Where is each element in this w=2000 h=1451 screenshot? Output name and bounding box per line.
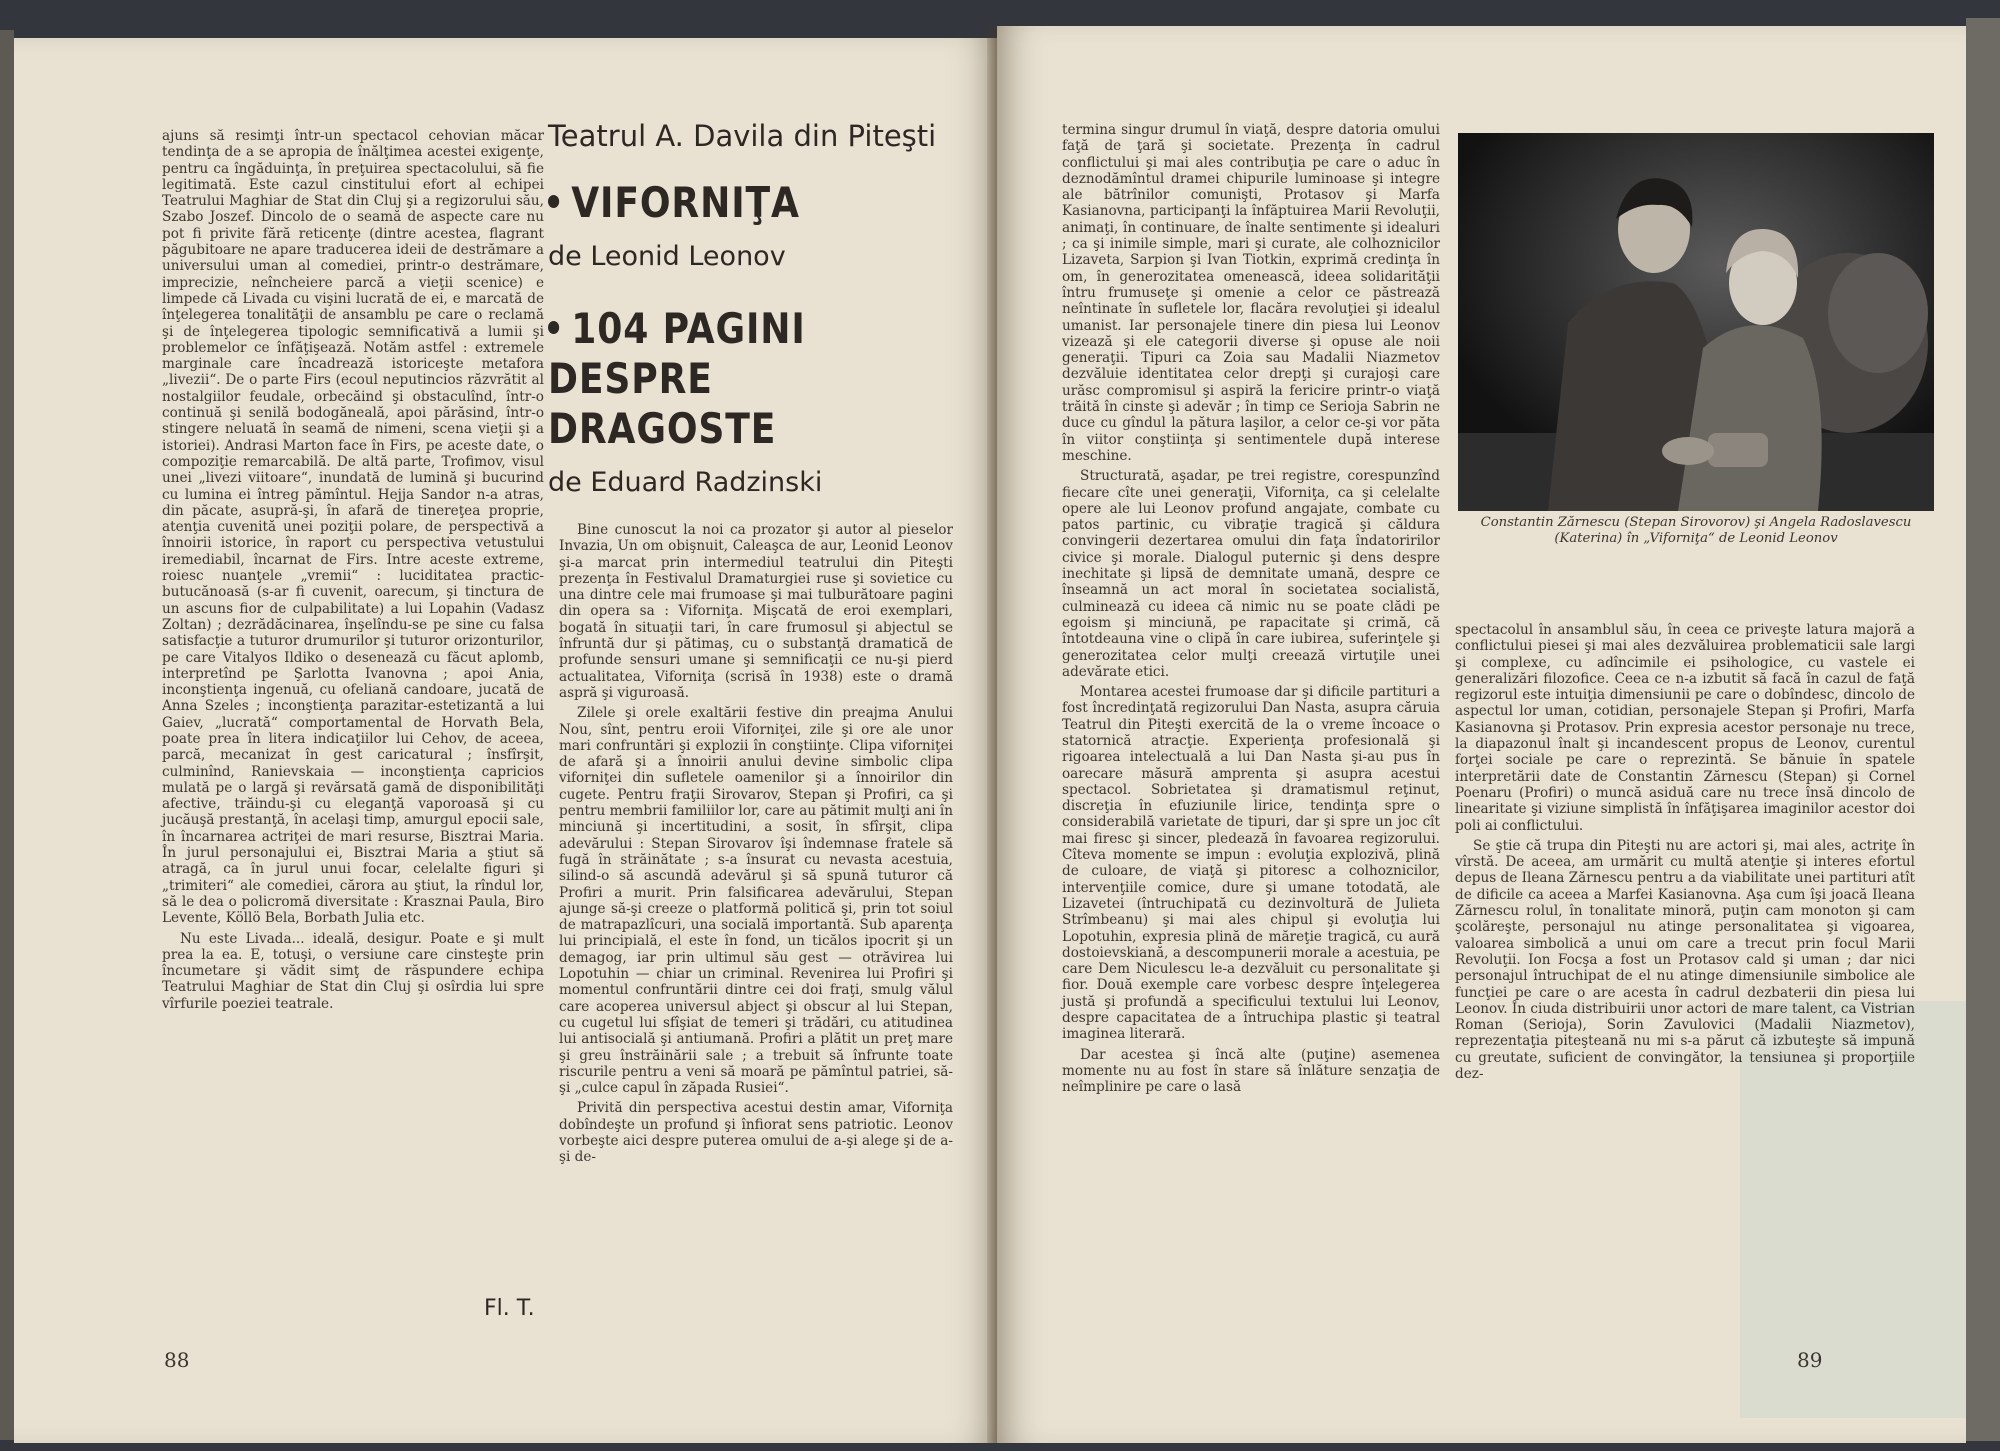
paragraph: Montarea acestei frumoase dar şi dificile partituri a fost încredinţată regizorului Dan Nasta, asupra căruia Teatrul din Piteşti exercită de la o vreme încoace o statornică atracţie. Experienţa profesională şi rigoarea intelectuală a lui Dan Nasta şi-au pus în oarecare măsură amprenta şi asupra acestui spectacol. Sobrietatea şi dramatismul reţinut, discreţia în efuziunile lirice, tendinţa spre o considerabilă varietate de tipuri, dar şi spre un joc cît mai firesc şi sincer, pledează în favoarea regizorului. Cîteva momente se impun : evoluţia explozivă, plină de culoare, de viaţă şi pitoresc a colhoznicilor, intervenţiile comice, dure şi umane totodată, ale Lizavetei (întruchipată cu dezinvoltură de Julieta Strîmbeanu) şi mai ales chipul şi evoluţia lui Lopotuhin, expresia plină de măreţie tragică, cu aură dostoievskiană, a descompunerii morale a acestuia, pe care Dem Niculescu le-a dezvăluit cu personalitate şi fior. Două exemple care vorbesc despre înţelegerea justă şi profundă a specificului textului lui Leonov, despre capacitatea de a întruchipa plastic şi teatral imaginea literară. <box>1062 684 1440 1043</box>
theatre-name: Teatrul A. Davila din Piteşti <box>548 119 937 153</box>
cover-edge-left <box>0 30 14 1440</box>
paragraph: Bine cunoscut la noi ca prozator şi autor al pieselor Invazia, Un om obişnuit, Caleaşca de aur, Leonid Leonov şi-a marcat prin intermediul teatrului din Piteşti prezenţa în Festivalul Dramaturgiei ruse şi sovietice cu una dintre cele mai frumoase şi mai tulburătoare pagini din opera sa : Viforniţa. Mişcată de eroi exemplari, bogată în situaţii tari, în care frumosul şi abjectul se înfruntă dur şi pătimaş, cu o substanţă dramatică de profunde sensuri umane şi semnificaţii ce nu-şi pierd actualitatea, Viforniţa (scrisă în 1938) este o dramă aspră şi viguroasă. <box>559 522 953 701</box>
right-column-2 <box>1455 622 1915 1086</box>
paragraph: Structurată, aşadar, pe trei registre, corespunzînd fiecare cîte unei generaţii, Viforniţa, ca şi celelalte opere ale lui Leonov profund angajate, combate cu patos partinic, cu vibraţie tragică şi căldura convingerii dezertarea omului din faţa îndatoririlor civice şi morale. Dialogul puternic şi dens despre inechitate şi lipsă de demnitate umană, despre ce înseamnă un act moral în societatea socialistă, culminează cu ideea că nimic nu se poate clădi pe egoism şi minciună, pe rapacitate şi crimă, că întotdeauna vine o clipă în care iubirea, suferinţele şi generozitatea celor mulţi creează virtuţile unei adevărate etici. <box>1062 468 1440 680</box>
right-column-1 <box>1062 122 1440 1100</box>
paragraph: ajuns să resimţi într-un spectacol cehovian măcar tendinţa de a se apropia de înălţimea acestei exigenţe, pentru ca îngăduinţa, în preţuirea spectacolului, să fie legitimată. Este cazul cinstitului efort al echipei Teatrului Maghiar de Stat din Cluj şi a regizorului său, Szabo Joszef. Dincolo de o seamă de aspecte care nu pot fi privite fără reticenţe (dintre acestea, flagrant păgubitoare ne apare traducerea ideii de destrămare a universului uman al comediei, printr-o destrămare, imprecizie, neîncheiere parcă a vieţii scenice) e limpede că Livada cu vişini lucrată de ei, e marcată de înţelegerea tonalităţii de ansamblu pe care o reclamă şi de înţelegerea tipologic semnificativă a lumii şi problemelor ce înfăţişează. Notăm astfel : extremele marginale care încadrează istoriceşte metafora „livezii“. De o parte Firs (ecoul neputincios răzvrătit al nostalgiilor feudale, orbecăind şi obstaculînd, într-o continuă şi senilă bodogăneală, apoi părăsind, într-o stingere neluată în seamă de nimeni, scena vieţii şi a istoriei). Andrasi Marton face în Firs, pe aceste date, o compoziţie remarcabilă. De altă parte, Trofimov, visul unei „livezi viitoare“, inundată de lumină şi bucurind cu lumina ei întreg pămîntul. Hejja Sandor n-a atras, din păcate, asupră-şi, în afară de tinereţea proprie, atenţia cuvenită unei poziţii polare, de perspectivă a înnoirii istorice, în raport cu perspectiva vetustului iremediabil, încarnat de Firs. Intre aceste extreme, roiesc nuanţele „vremii“ : luciditatea practic-butucănoasă (s-ar fi cuvenit, oarecum, şi tinctura de un ascuns fior de culpabilitate) a lui Lopahin (Vadasz Zoltan) ; dezrădăcinarea, înşelîndu-se pe sine cu falsa satisfacţie a tuturor drumurilor şi tuturor orizonturilor, pe care Vitalyos Ildiko o desenează cu făcut aplomb, interpretînd pe Şarlotta Ivanovna ; apoi Ania, inconştienţa ingenuă, cu ofeliană candoare, jucată de Anna Szeles ; inconştienţa parazitar-estetizantă a lui Gaiev, „lucrată“ comportamental de Horvath Bela, poate prea în litera indicaţiilor lui Cehov, de aceea, parcă, mecanizat în gest caricatural ; însfîrşit, culminînd, Ranievskaia — inconştienţa capricios mulată pe o largă şi revărsată gamă de disponibilităţi afective, trăindu-şi cu eleganţă vaporoasă şi cu jucăuşă prestanţă, în acelaşi timp, amurgul epocii sale, în încarnarea actriţei de mari resurse, Bisztrai Maria. În jurul personajului ei, Bisztrai Maria a ştiut să atragă, ca în jurul unui focar, celelalte figuri şi „trimiteri“ ale comediei, cărora au ştiut, la rîndul lor, să le dea o policromă diversitate : Krasznai Paula, Biro Levente, Köllö Bela, Borbath Julia etc. <box>162 128 544 927</box>
right-page <box>997 26 1966 1443</box>
paragraph: Zilele şi orele exaltării festive din preajma Anului Nou, sînt, pentru eroii Viforniţei, zile şi ore ale unor mari confruntări şi explozii în conştiinţe. Clipa viforniţei de afară şi a înnoirii anului devine simbolic clipa viforniţei din sufletele oamenilor şi a înnoirilor din cugete. Pentru fraţii Sirovarov, Stepan şi Profiri, ca şi pentru membrii familiilor lor, care au pătimit mulţi ani în minciună şi incertitudini, a sosit, în sfîrşit, clipa adevărului : Stepan Sirovarov îşi îndemnase fratele să fugă în străinătate ; s-a însurat cu nevasta acestuia, silind-o să ascundă adevărul şi să spună tuturor că Profiri a murit. Prin falsificarea adevărului, Stepan ajunge să-şi creeze o platformă politică şi, prin tot soiul de matrapazlîcuri, una socială importantă. Sub aparenţa lui principială, el este în fond, un ticălos ipocrit şi un demagog, iar prin ultimul său gest — otrăvirea lui Lopotuhin — chiar un criminal. Revenirea lui Profiri şi momentul confruntării dintre cei doi fraţi, smulg vălul care acoperea universul abject şi obscur al lui Stepan, cu cugetul lui sfîşiat de temeri şi trădări, cu atitudinea lui antisocială şi antiumană. Profiri a plătit un preţ mare şi greu înstrăinării sale ; a trebuit să înfrunte toate riscurile pentru a veni să moară pe pămîntul patriei, să-şi „culce capul în zăpada Rusiei“. <box>559 705 953 1097</box>
paragraph: Dar acestea şi încă alte (puţine) asemenea momente nu au fost în stare să înlăture senzaţia de neîmplinire pe care o lasă <box>1062 1046 1440 1096</box>
play-title-2: 104 PAGINI DESPRE DRAGOSTE <box>548 304 806 453</box>
paragraph: termina singur drumul în viaţă, despre datoria omului faţă de ţară şi societate. Prezenţa în cadrul conflictului şi mai ales contribuţia pe care o aduc în deznodămîntul dramei chipurile luminoase şi integre ale bătrînilor comunişti, Protasov şi Marfa Kasianovna, participanţi la înfăptuirea Marii Revoluţii, animaţi, în continuare, de înalte sentimente şi idealuri ; ca şi inimile simple, mari şi curate, ale colhoznicilor Lizaveta, Sarpion şi Ivan Tiotkin, exprimă credinţa în om, în generozitatea omenească, ideea solidarităţii întru frumuseţe şi omenie a celor ce păstrează neîntinate în sufletele lor, flacăra revoluţiei şi idealul umanist. Iar personajele tinere din piesa lui Leonov vizează şi ele categorii diverse şi opuse ale noii generaţii. Tipuri ca Zoia sau Madalii Niazmetov dezvăluie identitatea celor drepţi şi curajoşi care urăsc compromisul şi aspiră la fericire printr-o viaţă trăită în cinste şi adevăr ; în timp ce Serioja Sabrin ne duce cu gîndul la pătura laşilor, a celor ce-şi vor păta în viitor conştiinţa şi sentimentele după interese meschine. <box>1062 122 1440 464</box>
left-column-2 <box>559 522 953 1170</box>
left-column-1 <box>162 128 544 1016</box>
play-title-1: VIFORNIŢA <box>548 178 901 228</box>
cover-edge-right <box>1966 18 2000 1441</box>
photo-image <box>1458 133 1934 511</box>
paragraph: spectacolul în ansamblul său, în ceea ce priveşte latura majoră a conflictului piesei şi mai ales dezvăluirea problematicii sale largi şi complexe, cu adîncimile ei psihologice, cu vastele ei generalizări filozofice. Ceea ce n-a izbutit să facă în cazul de faţă regizorul este intuiţia dimensiunii pe care o dobîndesc, dincolo de aspectul lor uman, cotidian, personajele Stepan şi Profiri, Marfa Kasianovna şi Protasov. Prin expresia acestor personaje nu trece, la diapazonul înalt şi incandescent propus de Leonov, curentul forţei sociale pe care o reprezintă. Se bănuie în spatele interpretării date de Constantin Zărnescu (Stepan) şi Cornel Poenaru (Profiri) o muncă asiduă care nu trece însă dincolo de linearitate şi viziune simplistă în înfăţişarea imaginilor acestor doi poli ai conflictului. <box>1455 622 1915 834</box>
paragraph: Se ştie că trupa din Piteşti nu are actori şi, mai ales, actriţe în vîrstă. De aceea, am urmărit cu multă atenţie şi interes efortul depus de Ileana Zărnescu pentru a da viabilitate unei partituri atît de dificile ca aceea a Marfei Kasianovna. Aşa cum îşi joacă Ileana Zărnescu rolul, în tonalitate minoră, puţin cam monoton şi cam şcolăreşte, personajul nu atinge personalitatea şi vigoarea, valoarea simbolică a unui om care a trecut prin focul Marii Revoluţii. Ion Focşa a fost un Protasov cald şi uman ; dar nici personajul întruchipat de el nu atinge dimensiunile simbolice ale funcţiei pe care o are acesta în cadrul dezbaterii din piesa lui Leonov. În ciuda distribuirii unor actori de mare talent, ca Vistrian Roman (Serioja), Sorin Zavulovici (Madalii Niazmetov), reprezentaţia piteşteană nu mi s-a părut că izbuteşte să impună cu greutate, suficient de convingător, la tensiunea şi proporţiile dez- <box>1455 837 1915 1083</box>
paragraph: Privită din perspectiva acestui destin amar, Viforniţa dobîndeşte un profund şi înfiorat sens patriotic. Leonov vorbeşte aici despre puterea omului de a-şi alege şi de a-şi de- <box>559 1100 953 1166</box>
photo-caption: Constantin Zărnescu (Stepan Sirovorov) şi Angela Radoslavescu (Katerina) în „Viforniţa“ de Leonid Leonov <box>1480 515 1912 546</box>
bullet-icon <box>548 195 559 208</box>
paragraph: Nu este Livada... ideală, desigur. Poate e şi mult prea la ea. E, totuşi, o versiune care cinsteşte prin încumetare şi vădit simţ de răspundere echipa Teatrului Maghiar de Stat din Cluj şi osîrdia lui spre vîrfurile poeziei teatrale. <box>162 930 544 1012</box>
article-title-block <box>548 118 958 530</box>
left-page <box>14 38 997 1443</box>
page-number: 89 <box>1797 1348 1823 1372</box>
author-signature: Fl. T. <box>484 1296 535 1321</box>
author-1: de Leonid Leonov <box>548 241 786 272</box>
page-number: 88 <box>164 1348 190 1372</box>
production-photo <box>1458 133 1934 511</box>
bullet-icon <box>548 321 559 334</box>
author-2: de Eduard Radzinski <box>548 467 823 498</box>
